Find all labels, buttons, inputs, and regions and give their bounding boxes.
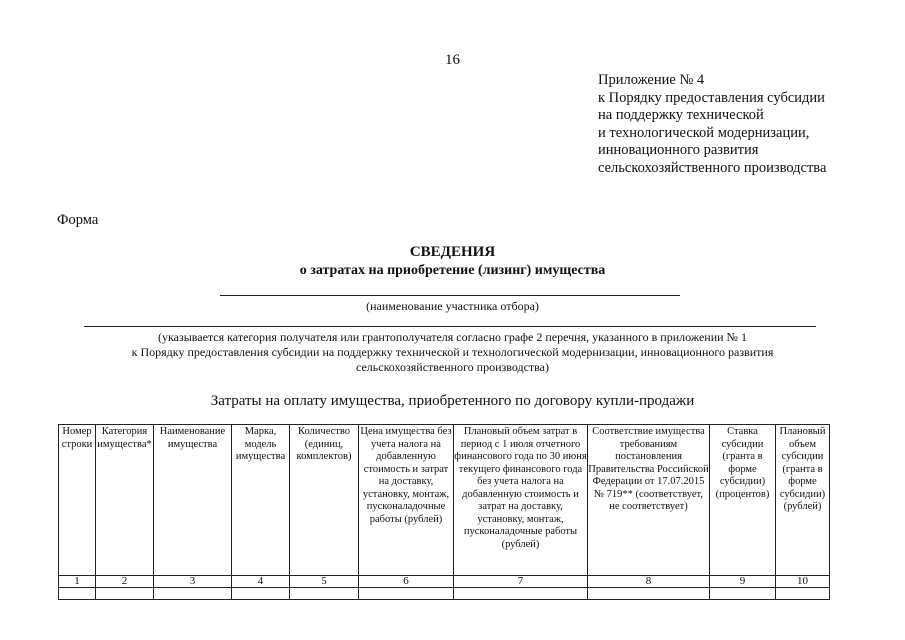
table-cell: [776, 588, 830, 600]
table-cell: [59, 588, 96, 600]
column-header: Ставка субсидии (гранта в форме субсидии) (процентов): [710, 425, 776, 576]
table-cell: [232, 588, 290, 600]
column-header: Плановый объем затрат в период с 1 июля отчетного финансового года по 30 июня текущего финансового года без учета налога на добавленную стоимость и затрат на доставку, установку, монтаж, пусконаладочные работы (рублей): [454, 425, 588, 576]
column-header: Категория имущества*: [96, 425, 154, 576]
table-cell: [454, 588, 588, 600]
appendix-line: к Порядку предоставления субсидии: [598, 89, 825, 106]
costs-table: [58, 424, 830, 600]
appendix-line: Приложение № 4: [598, 72, 705, 88]
column-header: Количество (единиц, комплектов): [290, 425, 359, 576]
column-header: Плановый объем субсидии (гранта в форме субсидии) (рублей): [776, 425, 830, 576]
column-number-row: [59, 576, 830, 588]
page-number: 16: [445, 52, 460, 68]
document-subtitle: о затратах на приобретение (лизинг) имущества: [299, 263, 606, 278]
appendix-line: инновационного развития: [598, 142, 759, 158]
column-header: Цена имущества без учета налога на добавленную стоимость и затрат на доставку, установку, монтаж, пусконаладочные работы (рублей): [359, 425, 454, 576]
table-cell: [290, 588, 359, 600]
table-header-row: [59, 425, 830, 576]
appendix-line: и технологической модернизации,: [598, 124, 810, 141]
column-number: 10: [776, 576, 830, 588]
column-number: 4: [232, 576, 290, 588]
column-number: 2: [96, 576, 154, 588]
table-cell: [154, 588, 232, 600]
participant-caption: (наименование участника отбора): [366, 299, 539, 313]
column-header: Наименование имущества: [154, 425, 232, 576]
table-row: [59, 588, 830, 600]
column-number: 7: [454, 576, 588, 588]
category-caption-line: к Порядку предоставления субсидии на поддержку технической и технологической модернизации, инновационного развития: [131, 345, 774, 359]
category-caption-line: сельскохозяйственного производства): [355, 360, 550, 374]
appendix-header: [598, 72, 826, 177]
column-header: Марка, модель имущества: [232, 425, 290, 576]
column-number: 1: [59, 576, 96, 588]
category-caption: [80, 330, 825, 375]
table-cell: [588, 588, 710, 600]
appendix-line: сельскохозяйственного производства: [598, 159, 827, 176]
column-header: Номер строки: [59, 425, 96, 576]
column-number: 5: [290, 576, 359, 588]
category-caption-line: (указывается категория получателя или грантополучателя согласно графе 2 перечня, указанного в приложении № 1: [157, 330, 747, 344]
table-cell: [96, 588, 154, 600]
column-number: 8: [588, 576, 710, 588]
document-title: СВЕДЕНИЯ: [409, 244, 496, 260]
column-header: Соответствие имущества требованиям постановления Правительства Российской Федерации от 17.07.2015 № 719** (соответствует, не соответствует): [588, 425, 710, 576]
column-number: 3: [154, 576, 232, 588]
appendix-line: на поддержку технической: [598, 107, 764, 123]
column-number: 9: [710, 576, 776, 588]
table-cell: [359, 588, 454, 600]
form-label: Форма: [57, 212, 99, 228]
participant-name-line: [220, 295, 680, 296]
table-cell: [710, 588, 776, 600]
section-title: Затраты на оплату имущества, приобретенного по договору купли-продажи: [210, 393, 695, 409]
category-line: [84, 326, 816, 327]
column-number: 6: [359, 576, 454, 588]
